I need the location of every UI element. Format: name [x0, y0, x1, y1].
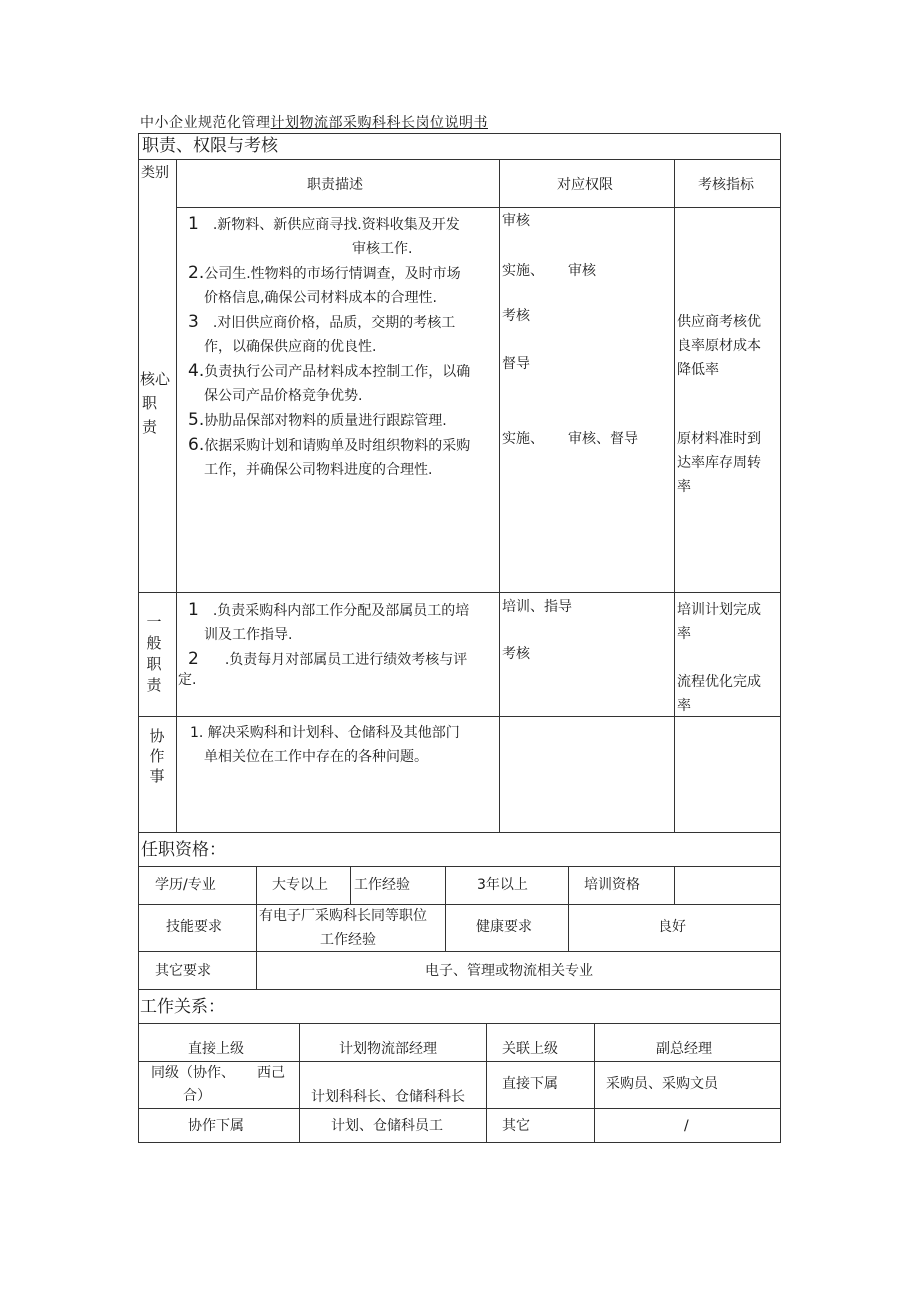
peer-value: 计划科科长、仓储科科长: [311, 1089, 465, 1105]
core-authority-1: 审核: [502, 213, 530, 229]
header-description: 职责描述: [307, 177, 363, 193]
core-authority-3: 考核: [502, 308, 530, 324]
general-kpi-2: 流程优化完成 率: [677, 674, 761, 714]
coop-duty: 1. 解决采购科和计划科、仓储科及其他部门 单相关位在工作中存在的各种问题。: [190, 725, 460, 765]
peer-label-line1: 同级（协作、: [151, 1065, 235, 1081]
education-value: 大专以上: [272, 877, 328, 893]
coop-sub-value: 计划、仓储科员工: [331, 1118, 443, 1134]
skill-value-line1: 有电子厂采购科长同等职位: [259, 908, 427, 924]
peer-label-line2: 合）: [183, 1088, 211, 1104]
relations-other-label: 其它: [502, 1118, 530, 1134]
general-category: 一 般 职 责: [146, 613, 162, 694]
title-prefix: 中小企业规范化管理: [140, 115, 271, 131]
list-item: 2.公司生.性物料的市场行情调查，及时市场: [188, 263, 461, 283]
other-req-value: 电子、管理或物流相关专业: [425, 963, 593, 979]
education-label: 学历/专业: [155, 877, 216, 893]
core-authority-5b: 审核、督导: [568, 431, 638, 447]
peer-label-mid: 西己: [257, 1065, 285, 1081]
title-main: 计划物流部采购科科长岗位说明书: [270, 115, 488, 131]
subordinate-value: 采购员、采购文员: [606, 1076, 718, 1092]
header-category: 类别: [141, 165, 169, 181]
list-item: 3 .对旧供应商价格，品质，交期的考核工: [188, 312, 456, 332]
document-title: [140, 114, 488, 132]
core-authority-5a: 实施、: [502, 431, 544, 447]
relations-section-title: 工作关系：: [140, 997, 225, 1017]
coop-category: 协 作 事: [149, 727, 165, 785]
superior-label: 直接上级: [188, 1041, 244, 1057]
general-authority-1: 培训、指导: [502, 599, 572, 615]
experience-value: 3年以上: [477, 877, 528, 893]
header-authority: 对应权限: [557, 177, 613, 193]
subordinate-label: 直接下属: [502, 1076, 558, 1092]
related-superior-value: 副总经理: [656, 1041, 712, 1057]
health-value: 良好: [658, 919, 686, 935]
other-req-label: 其它要求: [155, 963, 211, 979]
coop-sub-label: 协作下属: [188, 1118, 244, 1134]
core-kpi-2: 原材料准时到 达率库存周转 率: [677, 431, 761, 495]
list-item: 4.负责执行公司产品材料成本控制工作，以确: [188, 361, 471, 381]
core-authority-2b: 审核: [568, 263, 596, 279]
core-category: 核心 职 责: [140, 370, 171, 436]
skill-label: 技能要求: [166, 919, 222, 935]
core-kpi: 供应商考核优 良率原材成本 降低率: [677, 314, 761, 378]
core-authority-4: 督导: [502, 356, 530, 372]
experience-label: 工作经验: [354, 877, 410, 893]
list-item: 6.依据采购计划和请购单及时组织物料的采购: [188, 435, 471, 455]
list-item: 2 .负责每月对部属员工进行绩效考核与评: [188, 649, 468, 669]
superior-value: 计划物流部经理: [339, 1041, 437, 1057]
core-duty-list: 1 .新物料、新供应商寻找.资料收集及开发 审核工作. 2.公司生.性物料的市场行情调查，及时市场 价格信息,确保公司材料成本的合理性. 3 .对旧供应商价格，品质，交期的考核工 作，以确保供应商的优良性. 4.负责执行公司产品材料成本控制工作，以确 保公司产品价格竞争优势. 5.协肋品保部对物料的质量进行跟踪管理. 6.依据采购计划和请购单及时组织物料的采购 工作，并确保公司物料进度的合理性.: [188, 214, 471, 478]
qualification-section-title: 任职资格：: [141, 840, 226, 860]
relations-other-value: /: [684, 1118, 689, 1134]
health-label: 健康要求: [476, 919, 532, 935]
skill-value-line2: 工作经验: [320, 932, 376, 948]
list-item: 1 .新物料、新供应商寻找.资料收集及开发: [188, 214, 460, 234]
general-kpi: 培训计划完成 率: [677, 602, 761, 642]
core-authority-2a: 实施、: [502, 263, 544, 279]
header-kpi: 考核指标: [698, 177, 754, 193]
general-duty-list: 1 .负责采购科内部工作分配及部属员工的培 训及工作指导. 2 .负责每月对部属员工进行绩效考核与评: [188, 598, 469, 672]
general-authority-2: 考核: [502, 646, 530, 662]
duties-section-title: 职责、权限与考核: [142, 136, 278, 156]
list-item: 5.协肋品保部对物料的质量进行跟踪管理.: [188, 410, 447, 430]
related-superior-label: 关联上级: [502, 1041, 558, 1057]
general-duty-2-line2: 定.: [178, 672, 197, 688]
list-item: 1 .负责采购科内部工作分配及部属员工的培: [188, 600, 470, 620]
training-label: 培训资格: [584, 877, 640, 893]
